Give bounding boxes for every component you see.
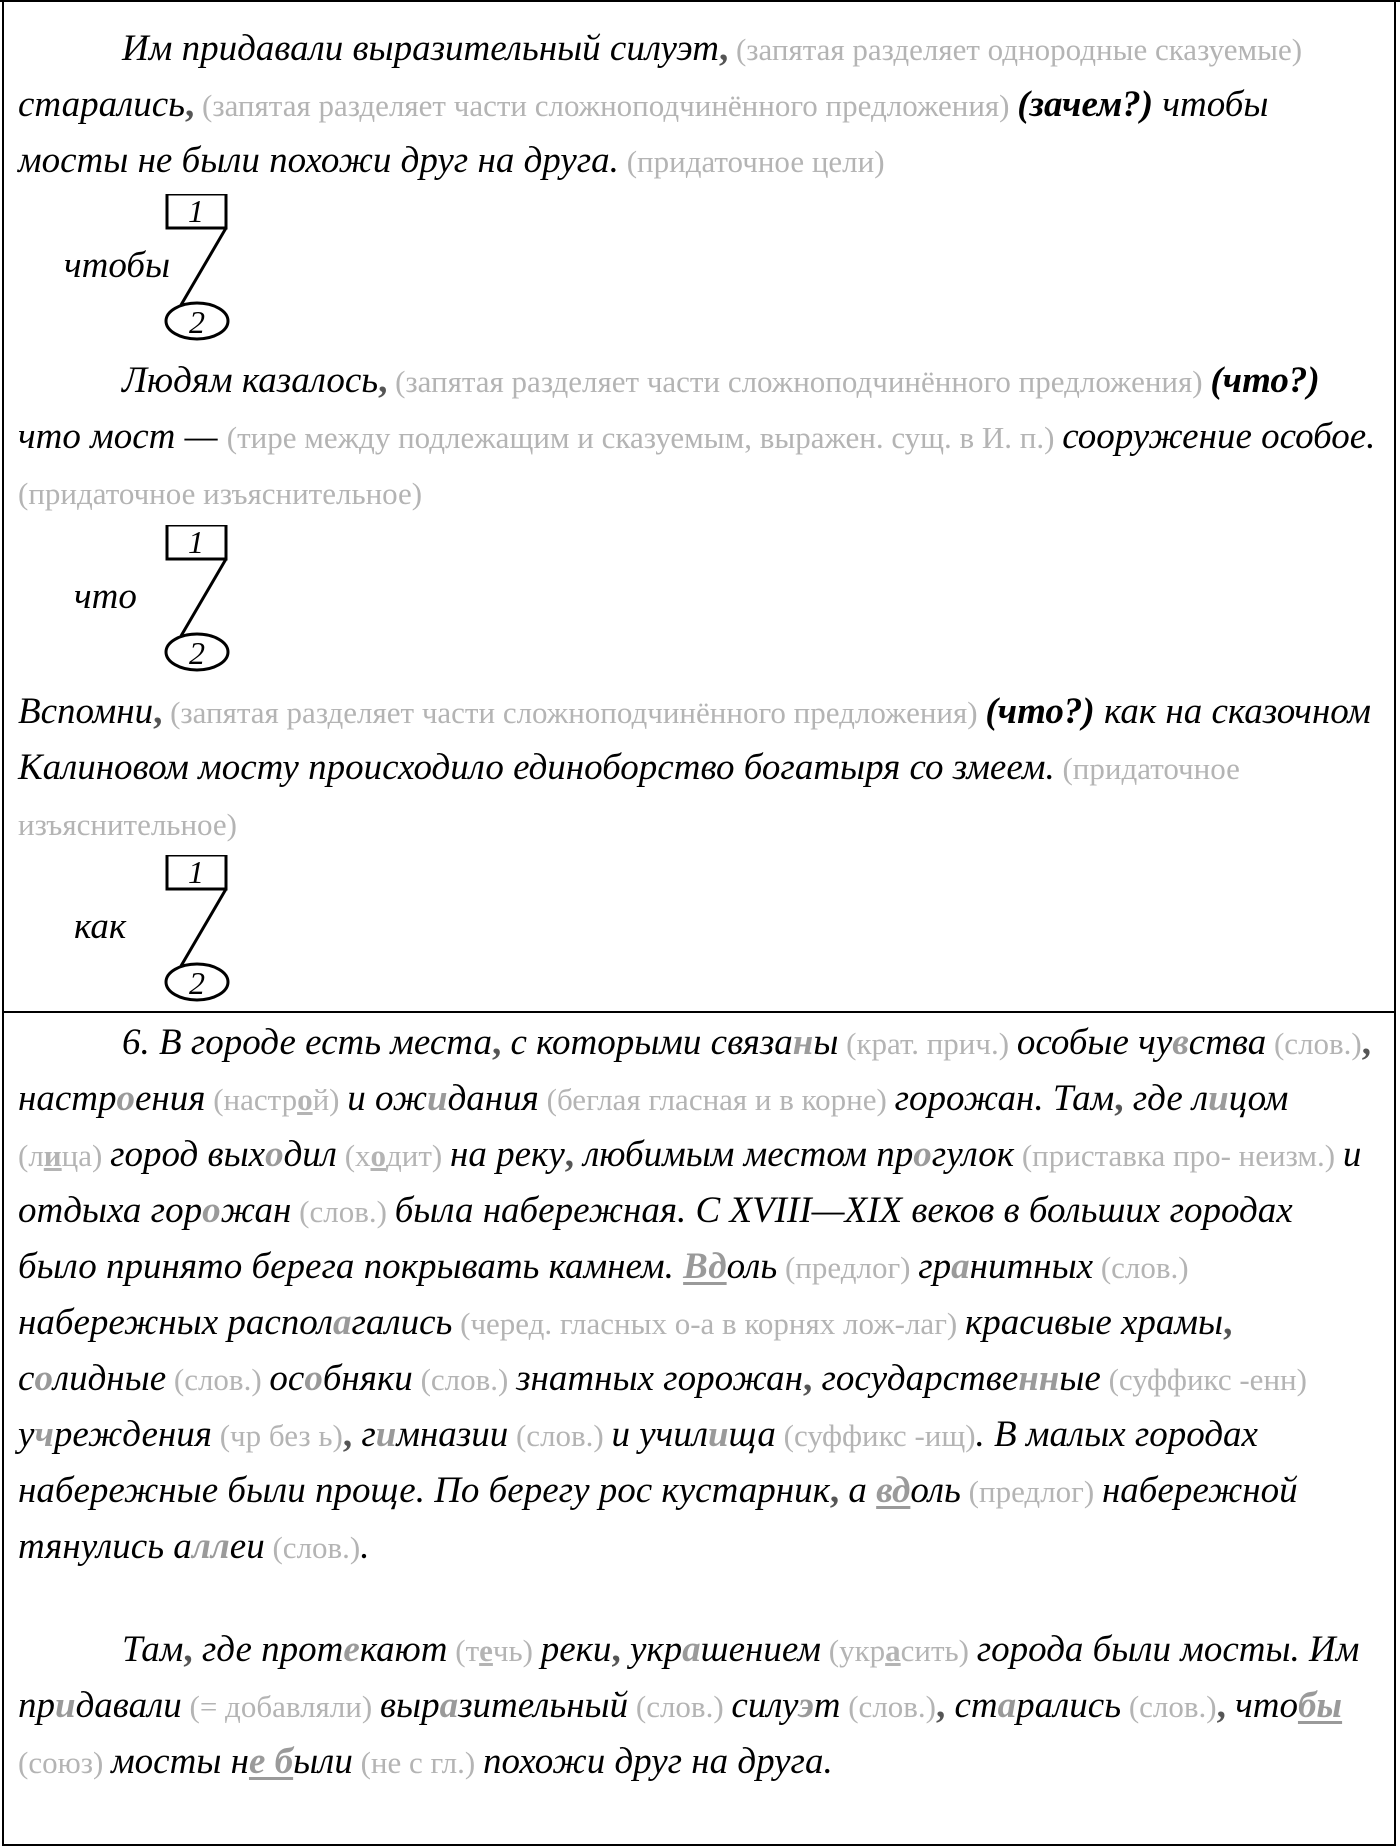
t1-part-28: ца) <box>61 1138 111 1173</box>
s1-question: (зачем?) <box>1017 84 1154 125</box>
t2-part-10: укр <box>620 1629 683 1670</box>
t1-part-51: нитных <box>969 1246 1094 1287</box>
scheme-1-conjunction: чтобы <box>64 245 171 286</box>
scheme-1 <box>60 194 260 344</box>
t1-part-37: любимым местом пр <box>574 1134 914 1175</box>
s2-note-1: (запятая разделяет части сложноподчинённого предложения) <box>387 364 1211 399</box>
text-paragraph-1 <box>18 1015 1380 1575</box>
s3-comma: , <box>153 691 163 732</box>
t1-part-47: оль <box>726 1246 778 1287</box>
s3-main-clause: Вспомни <box>18 691 154 732</box>
t1-part-89: вд <box>876 1470 911 1511</box>
t2-part-41: похожи друг на друга. <box>482 1741 833 1782</box>
t2-part-21: а <box>439 1685 459 1726</box>
t2-part-9: , <box>611 1629 621 1670</box>
t1-part-96: . <box>360 1526 370 1567</box>
t1-part-15: о <box>297 1082 313 1117</box>
circle-number: 2 <box>189 965 205 1001</box>
t1-part-22: , <box>1114 1078 1124 1119</box>
t1-part-84: ща <box>728 1414 776 1455</box>
t2-part-0: Там <box>122 1629 184 1670</box>
t1-part-63: ос <box>269 1358 305 1399</box>
t1-part-52: (слов.) <box>1093 1250 1189 1285</box>
t2-part-8: реки <box>540 1629 612 1670</box>
s1-comma-2: , <box>185 84 195 125</box>
t1-part-60: о <box>34 1358 53 1399</box>
t1-part-50: а <box>951 1246 970 1287</box>
t1-part-29: город вых <box>110 1134 266 1175</box>
t1-part-44: (слов.) <box>291 1194 395 1229</box>
t2-part-28: , <box>936 1685 946 1726</box>
t1-part-91: (предлог) <box>960 1474 1102 1509</box>
t1-part-94: еи <box>229 1526 265 1567</box>
t1-part-61: лидные <box>52 1358 167 1399</box>
t2-part-37: мосты н <box>111 1741 249 1782</box>
t1-part-83: и <box>707 1414 729 1455</box>
t1-part-6: особые чу <box>1016 1022 1173 1063</box>
t1-part-4: ы <box>813 1022 839 1063</box>
t2-part-1: , <box>183 1629 193 1670</box>
t2-part-17: и <box>55 1685 76 1726</box>
t1-part-19: дания <box>447 1078 539 1119</box>
s3-note-1: (запятая разделяет части сложноподчинённого предложения) <box>162 695 986 730</box>
sentence-1 <box>18 21 1380 189</box>
t2-part-15: сить) <box>900 1633 977 1668</box>
t1-part-7: в <box>1172 1022 1189 1063</box>
t1-part-8: ства <box>1188 1022 1267 1063</box>
t1-part-24: и <box>1208 1078 1229 1119</box>
t1-part-67: знатных горожан <box>516 1358 803 1399</box>
t1-part-17: и ож <box>347 1078 428 1119</box>
t2-part-29: ст <box>945 1685 998 1726</box>
t2-part-4: кают <box>359 1629 448 1670</box>
t1-part-25: цом <box>1228 1078 1289 1119</box>
t1-part-46: Вд <box>683 1246 727 1287</box>
t1-part-20: (беглая гласная и в корне) <box>538 1082 895 1117</box>
t1-part-85: (суффикс -ищ) <box>775 1418 976 1453</box>
t1-part-16: й) <box>312 1082 348 1117</box>
connector-line <box>181 889 226 966</box>
t2-part-19: (= добавляли) <box>181 1689 380 1724</box>
s3-sub-clause: как на сказочном Калиновом мосту происходило единоборство богатыря со змеем. <box>18 691 1372 788</box>
s2-note-2: (тире между подлежащим и сказуемым, выражен. сущ. в И. п.) <box>226 420 1063 455</box>
t2-part-5: (т <box>447 1633 480 1668</box>
t1-part-76: (чр без ь) <box>211 1418 343 1453</box>
s2-sub-clause-end: сооружение особое. <box>1062 416 1376 457</box>
t1-part-65: бняки <box>322 1358 413 1399</box>
s2-sub-clause-start: что мост — <box>18 416 227 457</box>
t2-part-12: шением <box>700 1629 821 1670</box>
t1-part-68: , <box>802 1358 813 1399</box>
t2-part-13: (укр <box>821 1633 886 1668</box>
t2-part-35: бы <box>1297 1685 1343 1726</box>
t1-part-58: , <box>1223 1302 1233 1343</box>
t1-part-11: настр <box>18 1078 117 1119</box>
t1-part-59: с <box>18 1358 35 1399</box>
t1-part-70: нн <box>1018 1358 1060 1399</box>
t1-part-2: с которыми связа <box>501 1022 793 1063</box>
t2-part-18: давали <box>75 1685 182 1726</box>
t2-part-25: э <box>798 1685 814 1726</box>
t2-part-38: е б <box>248 1741 294 1782</box>
s2-comma: , <box>378 360 388 401</box>
t1-part-49: гр <box>918 1246 952 1287</box>
t1-part-14: (настр <box>205 1082 298 1117</box>
t1-part-21: горожан. Там <box>894 1078 1115 1119</box>
t1-part-69: государстве <box>812 1358 1019 1399</box>
box-number: 1 <box>188 194 204 229</box>
sentence-3 <box>18 684 1380 852</box>
t2-part-2: где прот <box>192 1629 344 1670</box>
s2-main-clause: Людям казалось <box>122 360 379 401</box>
t1-part-26: (л <box>18 1138 44 1173</box>
t1-part-57: красивые храмы <box>964 1302 1224 1343</box>
text-paragraph-2 <box>18 1622 1380 1790</box>
t1-part-0: 6. В городе есть места <box>122 1022 492 1063</box>
t1-part-87: , <box>829 1470 840 1511</box>
circle-number: 2 <box>189 635 205 671</box>
t2-part-34: что <box>1225 1685 1298 1726</box>
s1-note-3: (придаточное цели) <box>618 144 885 179</box>
t1-part-3: н <box>792 1022 814 1063</box>
t1-part-82: и учил <box>611 1414 708 1455</box>
t2-part-24: силу <box>731 1685 799 1726</box>
t1-part-36: , <box>564 1134 575 1175</box>
t2-part-26: т <box>813 1685 841 1726</box>
t1-part-1: , <box>491 1022 502 1063</box>
scheme-3-diagram <box>60 855 260 1005</box>
s2-note-3: (придаточное изъяснительное) <box>18 476 423 511</box>
t2-part-39: ыли <box>293 1741 353 1782</box>
connector-line <box>181 228 226 305</box>
t2-part-20: выр <box>379 1685 440 1726</box>
t2-part-31: рались <box>1016 1685 1122 1726</box>
t1-part-42: о <box>202 1190 221 1231</box>
t1-part-48: (предлог) <box>777 1250 919 1285</box>
scheme-2 <box>60 525 260 675</box>
t1-part-5: (крат. прич.) <box>838 1026 1017 1061</box>
s1-note-1: (запятая разделяет однородные сказуемые) <box>728 32 1303 67</box>
t1-part-23: где л <box>1123 1078 1209 1119</box>
sentence-2 <box>18 353 1380 521</box>
s1-sub-clause: чтобы мосты не были похожи друг на друга. <box>18 84 1269 181</box>
t1-part-13: ения <box>135 1078 206 1119</box>
scheme-2-conjunction: что <box>74 576 137 617</box>
box-number: 1 <box>188 525 204 560</box>
box-number: 1 <box>188 855 204 890</box>
t1-part-54: а <box>333 1302 352 1343</box>
s1-verb: старались <box>18 84 185 125</box>
t2-part-7: чь) <box>492 1633 541 1668</box>
t2-part-22: зительный <box>458 1685 629 1726</box>
t1-part-88: а <box>839 1470 877 1511</box>
t2-part-40: (не с гл.) <box>352 1745 483 1780</box>
t1-part-31: дил <box>283 1134 337 1175</box>
t1-part-55: гались <box>351 1302 453 1343</box>
t1-part-78: г <box>352 1414 376 1455</box>
t1-part-10: , <box>1361 1022 1371 1063</box>
t2-part-11: а <box>682 1629 701 1670</box>
t1-part-74: ч <box>34 1414 54 1455</box>
t1-part-77: , <box>342 1414 353 1455</box>
t1-part-80: мназии <box>396 1414 509 1455</box>
t1-part-18: и <box>427 1078 448 1119</box>
t1-part-90: оль <box>910 1470 961 1511</box>
t1-part-35: на реку <box>450 1134 565 1175</box>
s3-question: (что?) <box>985 691 1095 732</box>
t2-part-30: а <box>997 1685 1017 1726</box>
t1-part-45: была набережная. С XVIII—XIX веков в больших городах было принято берега покрывать камнем. <box>18 1190 1293 1287</box>
t2-part-3: е <box>343 1629 360 1670</box>
t1-part-43: жан <box>220 1190 292 1231</box>
s3-note-2: (придаточное изъяснительное) <box>18 751 1240 842</box>
t1-part-92: набережной тянулись а <box>18 1470 1298 1567</box>
t1-part-38: о <box>913 1134 932 1175</box>
s1-comma: , <box>718 28 729 69</box>
t1-part-30: о <box>265 1134 284 1175</box>
t1-part-39: гулок <box>931 1134 1015 1175</box>
t1-part-66: (слов.) <box>412 1362 517 1397</box>
t1-part-93: лл <box>191 1526 230 1567</box>
t1-part-9: (слов.) <box>1266 1026 1362 1061</box>
t2-part-27: (слов.) <box>840 1689 936 1724</box>
t2-part-6: е <box>479 1633 493 1668</box>
circle-number: 2 <box>189 304 205 340</box>
t1-part-53: набережных распол <box>18 1302 334 1343</box>
t2-part-14: а <box>885 1633 901 1668</box>
t1-part-73: у <box>18 1414 35 1455</box>
scheme-1-diagram <box>60 194 260 344</box>
scheme-3 <box>60 855 260 1005</box>
t1-part-71: ые <box>1059 1358 1101 1399</box>
t1-part-41: и отдыха гор <box>18 1134 1362 1231</box>
t2-part-16: города были мосты. Им пр <box>18 1629 1360 1726</box>
t1-part-12: о <box>116 1078 135 1119</box>
scheme-3-conjunction: как <box>74 906 127 947</box>
s2-question: (что?) <box>1210 360 1320 401</box>
t1-part-40: (приставка про- неизм.) <box>1014 1138 1343 1173</box>
t2-part-33: , <box>1216 1685 1226 1726</box>
t1-part-64: о <box>304 1358 323 1399</box>
t1-part-95: (слов.) <box>264 1530 361 1565</box>
scheme-2-diagram <box>60 525 260 675</box>
t2-part-23: (слов.) <box>628 1689 732 1724</box>
t1-part-81: (слов.) <box>508 1418 612 1453</box>
t1-part-33: о <box>370 1138 387 1173</box>
t2-part-32: (слов.) <box>1121 1689 1217 1724</box>
t1-part-56: (черед. гласных о-а в корнях лож-лаг) <box>452 1306 965 1341</box>
connector-line <box>181 559 226 636</box>
t1-part-79: и <box>375 1414 397 1455</box>
t1-part-62: (слов.) <box>166 1362 270 1397</box>
s1-main-clause: Им придавали выразительный силуэт <box>122 28 719 69</box>
t1-part-34: дит) <box>386 1138 450 1173</box>
t1-part-75: реждения <box>53 1414 212 1455</box>
s1-note-2: (запятая разделяет части сложноподчинённого предложения) <box>194 88 1018 123</box>
t1-part-27: и <box>43 1138 62 1173</box>
t1-part-72: (суффикс -енн) <box>1100 1362 1307 1397</box>
t1-part-32: (х <box>336 1138 371 1173</box>
t2-part-36: (союз) <box>18 1745 112 1780</box>
t1-part-86: . В малых городах набережные были проще. По берегу рос кустарник <box>18 1414 1258 1511</box>
